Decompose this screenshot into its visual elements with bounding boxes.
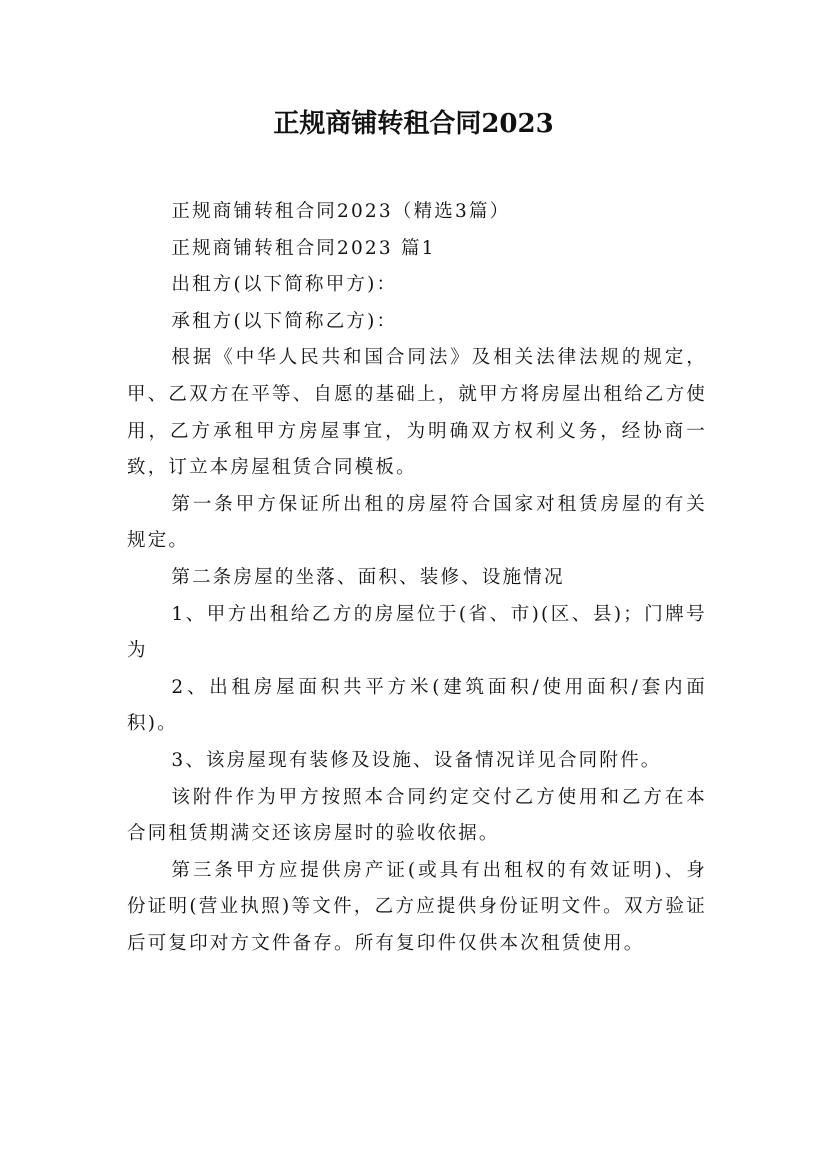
document-body <box>127 194 707 962</box>
paragraph-attachment: 该附件作为甲方按照本合同约定交付乙方使用和乙方在本合同租赁期满交还该房屋时的验收依据。 <box>127 786 707 845</box>
paragraph-article-2: 第二条房屋的坐落、面积、装修、设施情况 <box>171 566 565 588</box>
paragraph-subtitle: 正规商铺转租合同2023（精选3篇） <box>171 201 511 222</box>
paragraph-section-heading: 正规商铺转租合同2023 篇1 <box>171 237 436 259</box>
paragraph-article-3: 第三条甲方应提供房产证(或具有出租权的有效证明)、身份证明(营业执照)等文件，乙方应提供身份证明文件。双方验证后可复印对方文件备存。所有复印件仅供本次租赁使用。 <box>127 859 707 954</box>
paragraph-item-1: 1、甲方出租给乙方的房屋位于(省、市)(区、县)；门牌号为 <box>127 603 707 662</box>
paragraph-preamble: 根据《中华人民共和国合同法》及相关法律法规的规定，甲、乙双方在平等、自愿的基础上，就甲方将房屋出租给乙方使用，乙方承租甲方房屋事宜，为明确双方权利义务，经协商一致，订立本房屋租赁合同模板。 <box>127 347 707 479</box>
paragraph-lessor: 出租方(以下简称甲方)： <box>171 274 398 296</box>
paragraph-item-3: 3、该房屋现有装修及设施、设备情况详见合同附件。 <box>171 749 662 771</box>
paragraph-lessee: 承租方(以下简称乙方)： <box>171 310 398 332</box>
paragraph-item-2: 2、出租房屋面积共平方米(建筑面积/使用面积/套内面积)。 <box>127 676 707 735</box>
document-title: 正规商铺转租合同2023 <box>273 109 554 139</box>
paragraph-article-1: 第一条甲方保证所出租的房屋符合国家对租赁房屋的有关规定。 <box>127 493 707 552</box>
